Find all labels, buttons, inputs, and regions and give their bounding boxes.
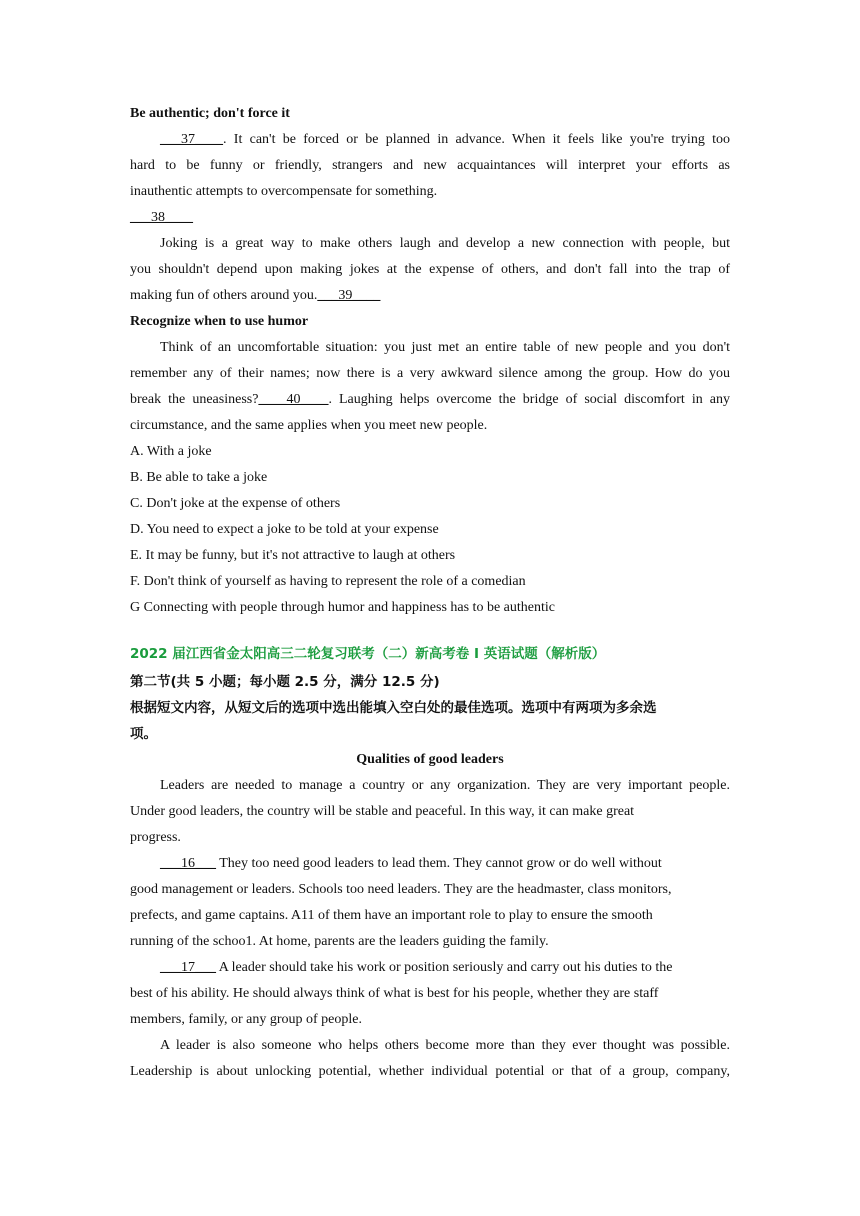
paragraph-line: Joking is a great way to make others laugh and develop a new connection with people, but	[160, 236, 730, 251]
option-e: E. It may be funny, but it's not attractive to laugh at others	[130, 548, 456, 563]
paragraph-line: remember any of their names; now there is a very awkward silence among the group. How do you	[130, 366, 730, 381]
paragraph-line: Think of an uncomfortable situation: you just met an entire table of new people and you don't	[160, 340, 730, 355]
paragraph-line: best of his ability. He should always think of what is best for his people, whether they are staff	[130, 986, 659, 1001]
paragraph-line: ___16___ They too need good leaders to lead them. They cannot grow or do well without	[160, 856, 662, 871]
paragraph-line: circumstance, and the same applies when you meet new people.	[130, 418, 488, 433]
section-subtitle: 第二节(共 5 小题；每小题 2.5 分，满分 12.5 分)	[130, 674, 440, 690]
paragraph-line: inauthentic attempts to overcompensate for something.	[130, 184, 438, 199]
paragraph-line: ___17___ A leader should take his work or position seriously and carry out his duties to the	[160, 960, 673, 975]
passage-title: Qualities of good leaders	[356, 752, 504, 767]
blank-38-line	[130, 205, 730, 231]
option-d: D. You need to expect a joke to be told at your expense	[130, 522, 439, 537]
paragraph-line: members, family, or any group of people.	[130, 1012, 362, 1027]
option-g: G Connecting with people through humor and happiness has to be authentic	[130, 600, 555, 615]
option-a: A. With a joke	[130, 444, 212, 459]
blank-17: ___17___	[160, 960, 216, 975]
blank-37: ___37____	[160, 132, 223, 147]
option-c: C. Don't joke at the expense of others	[130, 496, 341, 511]
paragraph-line: running of the schoo1. At home, parents are the leaders guiding the family.	[130, 934, 549, 949]
section-gap	[130, 621, 730, 639]
heading-be-authentic: Be authentic; don't force it	[130, 106, 290, 121]
paragraph-line: making fun of others around you.___39____	[130, 288, 381, 303]
exam-title: 2022 届江西省金太阳高三二轮复习联考（二）新高考卷 I 英语试题（解析版）	[130, 646, 606, 662]
blank-16: ___16___	[160, 856, 216, 871]
content-column	[130, 101, 730, 1085]
blank-40: ____40____	[258, 392, 329, 407]
paragraph-line: Leaders are needed to manage a country or any organization. They are very important people.	[160, 778, 730, 793]
instruction-line: 项。	[130, 726, 157, 742]
paragraph-line: prefects, and game captains. A11 of them have an important role to play to ensure the smooth	[130, 908, 653, 923]
paragraph-line: break the uneasiness?____40____. Laughing helps overcome the bridge of social discomfort in any	[130, 392, 730, 407]
blank-38: ___38____	[130, 210, 193, 225]
paragraph-line: hard to be funny or friendly, strangers and new acquaintances will interpret your efforts as	[130, 158, 730, 173]
option-b: B. Be able to take a joke	[130, 470, 268, 485]
paragraph-line: progress.	[130, 830, 181, 845]
heading-recognize-humor: Recognize when to use humor	[130, 314, 309, 329]
paragraph-line: good management or leaders. Schools too need leaders. They are the headmaster, class monitors,	[130, 882, 672, 897]
option-f: F. Don't think of yourself as having to represent the role of a comedian	[130, 574, 526, 589]
paragraph-line: Leadership is about unlocking potential, whether individual potential or that of a group, company,	[130, 1064, 730, 1079]
paragraph-line: you shouldn't depend upon making jokes at the expense of others, and don't fall into the trap of	[130, 262, 730, 277]
instruction-line: 根据短文内容，从短文后的选项中选出能填入空白处的最佳选项。选项中有两项为多余选	[130, 700, 657, 716]
paragraph-line: Under good leaders, the country will be stable and peaceful. In this way, it can make great	[130, 804, 635, 819]
paragraph-line: A leader is also someone who helps others become more than they ever thought was possible.	[160, 1038, 730, 1053]
paragraph-line: ___37____. It can't be forced or be planned in advance. When it feels like you're trying too	[160, 132, 730, 147]
blank-39: ___39____	[317, 288, 381, 303]
